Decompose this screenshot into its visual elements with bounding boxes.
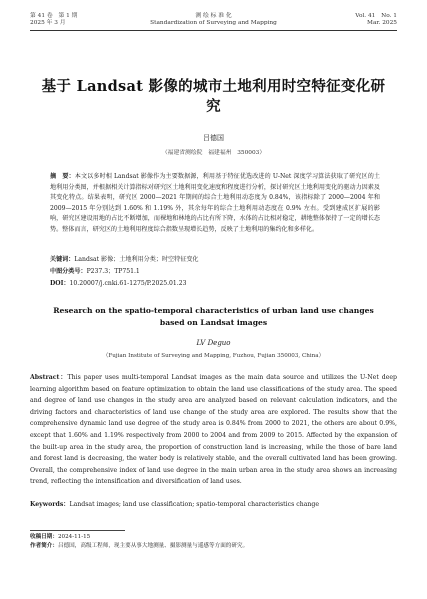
author-bio-text: 吕德国，高级工程师，现主要从事大地测量、摄影测量与遥感等方面的研究。 xyxy=(57,543,249,549)
journal-name-en: Standardization of Surveying and Mapping xyxy=(150,20,277,26)
abstract-zh xyxy=(50,172,380,235)
keywords-zh-label: 关键词： xyxy=(50,256,75,263)
doi-label: DOI： xyxy=(50,280,70,287)
clc-label: 中图分类号： xyxy=(50,268,87,275)
paper-title-zh: 基于 Landsat 影像的城市土地利用时空特征变化研究 xyxy=(41,78,386,115)
affiliation-zh: （福建省测绘院 福建福州 350003） xyxy=(161,150,266,156)
keywords-zh-text: Landsat 影像；土地利用分类；时空特征变化 xyxy=(74,256,199,263)
received-date: 2024-11-15 xyxy=(57,534,91,540)
abstract-zh-text: 本文以多时相 Landsat 影像作为主要数据源，利用基于特征优选改进的 U-Net 深度学习算法获取了研究区的土地利用分类图，并根据相关计算指标对研究区土地利用变化速度和程度进行分析，探讨研究区土地利用变化的驱动力因素及其变化特点。结果表明，研究区 2000—2021 年期间的综合土地利用动态度为 0.84%，该指标除了 2000—2004 年和 2009—2015 年分别达到 1.60% 和 1.19% 外，其余每年的综合土地利用动态度在 0.9% 左右。受到建成区扩展的影响，研究区建设用地的占比不断增加，而裸地和林地的占比有所下降，水体的占比相对稳定，耕地整体保持了一定的增长态势。整体而言，研究区的土地利用程度综合指数呈现增长趋势，反映了土地利用的集约化和多样化。 xyxy=(50,173,381,233)
clc-number xyxy=(50,267,380,278)
footnote-rule xyxy=(30,530,125,531)
keywords-en-text: Landsat images; land use classification; spatio-temporal characteristics change xyxy=(69,501,320,508)
journal-volume-info-en xyxy=(355,13,397,27)
keywords-en-label: Keywords： xyxy=(30,501,70,508)
affiliation-en: （Fujian Institute of Surveying and Mapping, Fuzhou, Fujian 350003, China） xyxy=(102,353,325,359)
issue-date: 2025 年 3 月 xyxy=(30,20,66,26)
doi xyxy=(50,279,380,290)
author-name-zh: 吕德国 xyxy=(203,134,224,142)
paper-title-en: Research on the spatio-temporal characteristics of urban land use changes based on Landsat images xyxy=(53,306,374,327)
received-label: 收稿日期： xyxy=(30,534,58,540)
footnote-received xyxy=(30,533,90,542)
keywords-zh xyxy=(50,255,380,266)
volume-issue-en: Vol. 41 No. 1 xyxy=(355,13,397,19)
volume-issue: 第 41 卷 第 1 期 xyxy=(30,13,78,19)
footnote-author-bio xyxy=(30,542,248,551)
abstract-en xyxy=(30,372,397,488)
keywords-en xyxy=(30,499,397,511)
abstract-en-label: Abstract： xyxy=(30,374,68,381)
author-bio-label: 作者简介： xyxy=(30,543,58,549)
issue-date-en: Mar. 2025 xyxy=(367,20,397,26)
author-name-en: LV Deguo xyxy=(196,339,231,347)
journal-name-zh: 测 绘 标 准 化 xyxy=(195,13,232,19)
abstract-zh-label: 摘 要： xyxy=(50,173,75,180)
abstract-en-text: This paper uses multi-temporal Landsat images as the main data source and utilizes the U-Net deep learning algorithm based on feature optimization to obtain the land use classifications of the study area. The speed and degree of land use changes in the study area are analyzed based on relevant calculation indicators, and the driving factors and characteristics of land use change of the study area are explored. The results show that the comprehensive dynamic land use degree of the study area is 0.84% from 2000 to 2021, the others are about 0.9%, except that 1.60% and 1.19% respectively from 2000 to 2004 and from 2009 to 2015. Affected by the expansion of the built-up area in the study area, the proportion of construction land is increasing, while the those of bare land and forest land is decreasing, the water body is relatively stable, and the overall cultivated land has been growing. Overall, the comprehensive index of land use degree in the main urban area in the study area shows an increasing trend, reflecting the intensification and diversification of land uses. xyxy=(30,374,397,486)
doi-text: 10.20007/j.cnki.61-1275/P.2025.01.23 xyxy=(69,280,187,287)
header-rule xyxy=(30,30,397,31)
clc-text: P237.3；TP751.1 xyxy=(86,268,140,275)
